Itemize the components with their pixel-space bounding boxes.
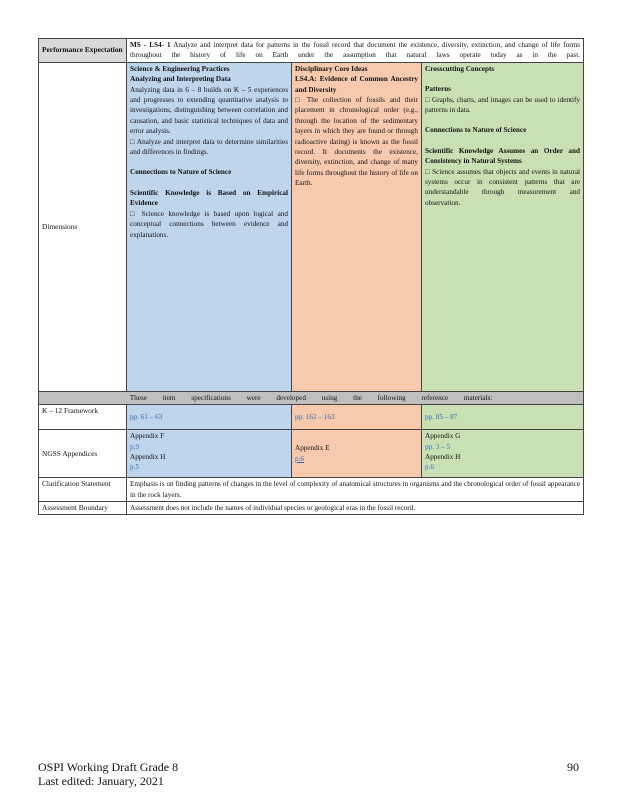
framework-ccc-pages: pp. 85 – 87 [422, 405, 584, 430]
clarification-label: Clarification Statement [39, 478, 127, 502]
page-footer [38, 760, 178, 788]
ngss-sep-appendix-h-page: p.5 [130, 463, 139, 472]
ccc-bullet-1 [425, 95, 580, 116]
page-number: 90 [567, 760, 579, 774]
performance-expectation-text [127, 39, 584, 63]
ngss-sep-appendix-f-page: p.9 [130, 442, 139, 451]
performance-expectation-code: MS - LS4- 1 [130, 41, 171, 49]
sep-bullet-1 [130, 137, 288, 158]
ngss-sep-appendix-f: Appendix F [130, 432, 165, 441]
bullet-icon: □ [130, 137, 135, 146]
boundary-row [39, 502, 584, 515]
dci-bullet-1-text: The collection of fossils and their placement in chronological order (e.g., through the location of the sedimentary layers in which they are found or through radioactive dating) is known as the fossil record. It documents the existence, diversity, extinction, and change of many life forms throughout the history of life on Earth. [295, 96, 418, 188]
reference-separator-row [39, 391, 584, 404]
clarification-text: Emphasis is on finding patterns of changes in the level of complexity of anatomical structures in organisms and the chronological order of fossil appearance in the rock layers. [127, 478, 584, 502]
ngss-ccc-appendix-h: Appendix H [425, 453, 461, 462]
dci-bullet-1 [295, 95, 418, 189]
sep-connections-heading: Connections to Nature of Science [130, 168, 232, 177]
ngss-ccc-appendix-g: Appendix G [425, 432, 461, 441]
sep-knowledge-heading: Scientific Knowledge is Based on Empirical Evidence [130, 188, 288, 208]
boundary-label: Assessment Boundary [39, 502, 127, 515]
ccc-bullet-1-text: Graphs, charts, and images can be used to identify patterns in data. [425, 95, 581, 115]
ngss-label: NGSS Appendices [39, 430, 127, 478]
sep-subtitle: Analyzing and Interpreting Data [130, 75, 231, 84]
dimensions-row [39, 62, 584, 391]
framework-sep-pages: pp. 61 – 63 [127, 405, 292, 430]
spec-table [38, 38, 584, 515]
framework-label: K – 12 Framework [39, 405, 127, 430]
clarification-row [39, 478, 584, 502]
sep-paragraph-1: Analyzing data in 6 – 8 builds on K – 5 experiences and progresses to extending quantitative analysis to investigations, distinguishing between correlation and causation, and basic statistical techniques of data and error analysis. [130, 85, 288, 136]
sep-title: Science & Engineering Practices [130, 64, 230, 73]
framework-row [39, 405, 584, 430]
dci-title: Disciplinary Core Ideas [295, 64, 368, 73]
bullet-icon: □ [425, 95, 430, 104]
ccc-knowledge-heading: Scientific Knowledge Assumes an Order and Consistency in Natural Systems [425, 146, 581, 166]
ngss-ccc-appendix-g-pages: pp. 3 – 5 [425, 442, 451, 451]
crosscutting-concepts-cell [422, 62, 584, 391]
footer-draft-line: OSPI Working Draft Grade 8 [38, 760, 179, 774]
ngss-ccc-cell [422, 430, 584, 478]
performance-expectation-body: Analyze and interpret data for patterns in the fossil record that document the existence, diversity, extinction, and change of life forms throughout the history of life on Earth under the assumption that natural laws operate today as in the past. [130, 41, 581, 60]
performance-expectation-row [39, 39, 584, 63]
performance-expectation-label: Performance Expectation [39, 39, 127, 63]
ccc-title: Crosscutting Concepts [425, 64, 495, 73]
item-specification-table [38, 38, 583, 515]
ngss-sep-appendix-h: Appendix H [130, 453, 166, 462]
ngss-row [39, 430, 584, 478]
bullet-icon: □ [295, 96, 303, 105]
science-engineering-practices-cell [127, 62, 292, 391]
ccc-bullet-2-text: Science assumes that objects and events in natural systems occur in consistent patterns that are understandable through measurement and observation. [425, 167, 581, 207]
sep-bullet-2-text: Science knowledge is based upon logical and conceptual connections between evidence and explanations. [130, 209, 288, 239]
ngss-ccc-appendix-h-page: p.6 [425, 463, 434, 472]
bullet-icon: □ [130, 209, 138, 218]
footer-edited-line: Last edited: January, 2021 [38, 774, 164, 788]
ccc-bullet-2 [425, 167, 580, 209]
sep-bullet-1-text: Analyze and interpret data to determine similarities and differences in findings. [130, 137, 289, 157]
boundary-text: Assessment does not include the names of individual species or geological eras in the fossil record. [127, 502, 584, 515]
ccc-subtitle: Patterns [425, 85, 451, 94]
sep-bullet-2 [130, 209, 288, 240]
ccc-connections-heading: Connections to Nature of Science [425, 126, 527, 135]
reference-separator: These item specifications were developed using the following reference materials: [39, 391, 584, 404]
ngss-dci-appendix-e: Appendix E [295, 444, 330, 453]
dci-subtitle: LS4.A: Evidence of Common Ancestry and Diversity [295, 75, 418, 94]
ngss-dci-cell [292, 430, 422, 478]
framework-dci-pages: pp. 162 – 163 [292, 405, 422, 430]
dimensions-label: Dimensions [39, 62, 127, 391]
bullet-icon: □ [425, 167, 430, 176]
ngss-sep-cell [127, 430, 292, 478]
disciplinary-core-ideas-cell [292, 62, 422, 391]
ngss-dci-appendix-e-page[interactable]: p.6 [295, 454, 304, 463]
